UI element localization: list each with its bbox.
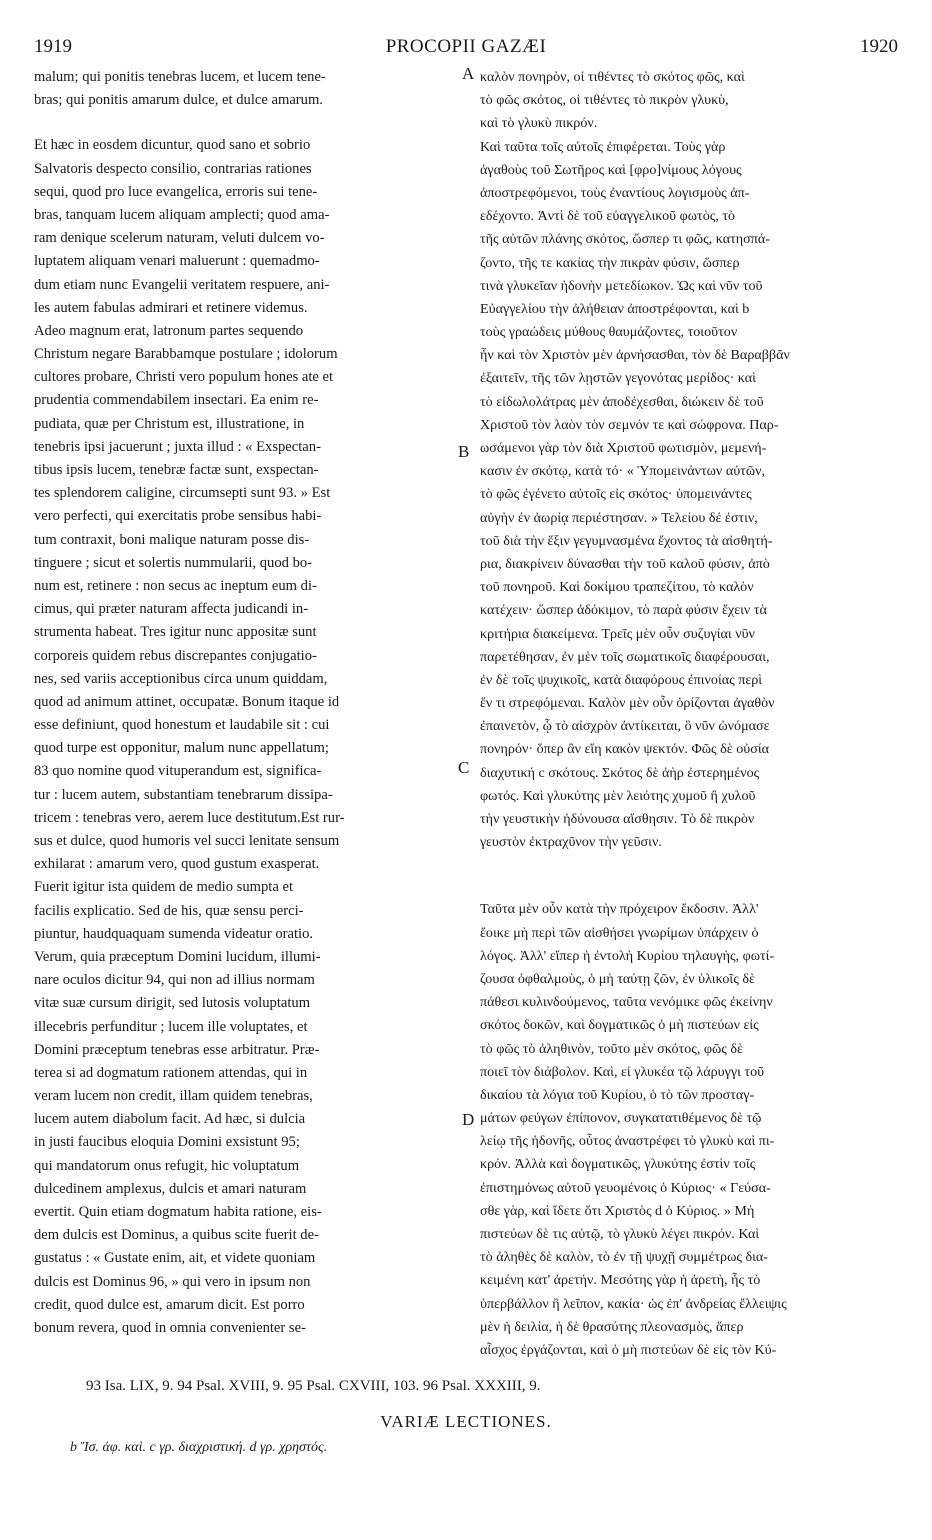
- page-number-left: 1919: [34, 36, 72, 57]
- greek-text-line: εδέχοντο. Ἀντὶ δὲ τοῦ εὐαγγελικοῦ φωτὸς, τὸ: [480, 208, 736, 225]
- latin-text-line: tenebris ipsi jacuerunt ; juxta illud : « Exspectan-: [34, 438, 321, 455]
- greek-text-line: σκότος δοκῶν, καὶ δογματικῶς ὁ μὴ πιστεύων εἰς: [480, 1017, 759, 1034]
- latin-text-line: piuntur, haudquaquam sumenda videatur oratio.: [34, 925, 314, 942]
- greek-text-line: τοὺς γραώδεις μύθους θαυμάζοντες, τοιοῦτον: [480, 324, 738, 341]
- greek-text-line: ἐπαινετὸν, ᾧ τὸ αἰσχρὸν ἀντίκειται, ὃ νῦν ὠνόμασε: [480, 718, 770, 735]
- latin-paragraph-1: [34, 66, 454, 112]
- greek-text-line: ζουσα ὀφθαλμοὺς, ὁ μὴ ταύτῃ ζῶν, ἐν ὑλικοῖς δὲ: [480, 970, 755, 987]
- latin-text-line: pudiata, quæ per Christum est, illustratione, in: [34, 415, 305, 432]
- greek-column: [480, 66, 892, 1362]
- latin-text-line: lucem autem diabolum facit. Ad hæc, si dulcia: [34, 1111, 306, 1128]
- greek-text-line: τοῦ πονηροῦ. Καὶ δοκίμου τραπεζίτου, τὸ καλὸν: [480, 579, 754, 596]
- latin-text-line: vitæ suæ cursum dirigit, sed lutosis voluptatum: [34, 995, 311, 1012]
- greek-text-line: ρια, διακρίνειν δύνασθαι τὴν τοῦ καλοῦ φύσιν, ἀπὸ: [480, 555, 770, 572]
- greek-text-line: τινὰ γλυκεῖαν ἡδονὴν μετεδίωκον. Ὡς καὶ νῦν τοῦ: [480, 277, 763, 294]
- latin-text-line: tricem : tenebras vero, aerem luce destitutum.Est rur-: [34, 809, 345, 826]
- greek-text-line: τῆς αὐτῶν πλάνης σκότος, ὥσπερ τι φῶς, κατησπά-: [480, 231, 770, 248]
- latin-text-line: ram denique scelerum naturam, veluti dulcem vo-: [34, 230, 325, 247]
- latin-text-line: cimus, qui præter naturam affecta judicandi in-: [34, 601, 309, 618]
- latin-text-line: Adeo magnum erat, latronum partes sequendo: [34, 322, 304, 339]
- variae-lectiones-notes: b Ἴσ. ἀφ. καὶ. c γρ. διαχριστική. d γρ. χρηστός.: [70, 1440, 328, 1455]
- greek-text-line: κειμένη κατ' ἀρετήν. Μεσότης γὰρ ἡ ἀρετὴ, ἧς τὸ: [480, 1272, 761, 1289]
- greek-text-line: τὸ εἰδωλολάτρας μὲν ἀποδέχεσθαι, διώκειν δὲ τοῦ: [480, 393, 764, 410]
- latin-text-line: prudentia commendabilem insectari. Ea enim re-: [34, 392, 319, 409]
- greek-text-line: τὴν γευστικὴν ἡδύνουσα αἴσθησιν. Τὸ δὲ πικρὸν: [480, 811, 755, 827]
- greek-text-line: τοῦ διὰ τὴν ἕξιν γεγυμνασμένα ἔχοντος τὰ αἰσθητή-: [480, 532, 773, 549]
- greek-text-line: πάθεσι κυλινδούμενος, ταῦτα νενόμικε φῶς ἐκείνην: [480, 994, 773, 1011]
- greek-text-line: Ταῦτα μὲν οὖν κατὰ τὴν πρόχειρον ἔκδοσιν. Ἀλλ': [480, 901, 759, 918]
- latin-text-line: exhilarat : amarum vero, quod gustum exasperat.: [34, 856, 320, 873]
- greek-text-line: τὸ φῶς τὸ ἀληθινὸν, τοῦτο μὲν σκότος, φῶς δὲ: [480, 1040, 743, 1057]
- greek-text-line: ποιεῖ τὸν διάβολον. Καὶ, εἰ γλυκέα τῷ λάρυγγι τοῦ: [480, 1063, 765, 1080]
- footnotes: 93 Isa. LIX, 9. 94 Psal. XVIII, 9. 95 Psal. CXVIII, 103. 96 Psal. XXXIII, 9.: [86, 1378, 541, 1394]
- latin-text-line: quod ad animum attinet, occupatæ. Bonum itaque id: [34, 693, 340, 710]
- latin-text-line: 83 quo nomine quod vituperandum est, significa-: [34, 763, 322, 780]
- greek-text-line: καλὸν πονηρὸν, οἱ τιθέντες τὸ σκότος φῶς, καὶ: [480, 69, 745, 85]
- margin-letter-d: D: [462, 1110, 475, 1129]
- latin-text-line: qui mandatorum onus refugit, hic voluptatum: [34, 1157, 300, 1174]
- greek-text-line: διαχυτική c σκότους. Σκότος δὲ ἀὴρ ἐστερημένος: [480, 764, 760, 781]
- latin-text-line: in justi faucibus eloquia Domini exsistunt 95;: [34, 1134, 300, 1151]
- greek-text-line: μάτων φεύγων ἐπίπονον, συγκατατιθέμενος δὲ τῷ: [480, 1110, 762, 1127]
- greek-text-line: ἐπιστημόνως αὐτοῦ γευομένοις ὁ Κύριος· « Γεύσα-: [480, 1179, 771, 1196]
- latin-text-line: dum etiam nunc Evangelii veritatem respuere, ani-: [34, 276, 330, 293]
- greek-text-line: τὸ ἀληθὲς δὲ καλὸν, τὸ ἐν τῇ ψυχῇ συμμέτρως δια-: [480, 1249, 768, 1266]
- variae-lectiones-heading: VARIÆ LECTIONES.: [380, 1412, 552, 1431]
- latin-text-line: nare oculos dicitur 94, qui non ad illius normam: [34, 972, 315, 989]
- latin-text-line: bras, tanquam lucem aliquam amplecti; quod ama-: [34, 206, 330, 223]
- greek-text-line: ἔοικε μὴ περὶ τῶν αἰσθήσει γνωρίμων ὑπάρχειν ὁ: [480, 924, 759, 941]
- greek-text-line: Χριστοῦ τὸν λαὸν τὸν σεμνόν τε καὶ σώφρονα. Παρ-: [480, 416, 779, 433]
- latin-text-line: strumenta habeat. Tres igitur nunc appositæ sunt: [34, 624, 317, 641]
- latin-text-line: Verum, quia præceptum Domini lucidum, illumi-: [34, 948, 321, 965]
- greek-text-line: ὑπερβάλλον ἢ λεῖπον, κακία· ὡς ἐπ' ἀνδρείας ἔλλειψις: [480, 1295, 787, 1312]
- latin-text-line: num est, retinere : non secus ac ineptum eum di-: [34, 577, 317, 594]
- latin-text-line: terea si ad dogmatum rationem attendas, qui in: [34, 1064, 308, 1081]
- latin-text-line: esse definiunt, quod honestum et laudabile sit : cui: [34, 717, 330, 734]
- margin-letter-b: B: [458, 442, 470, 461]
- latin-text-line: tur : lucem autem, substantiam tenebrarum dissipa-: [34, 786, 333, 803]
- latin-paragraph-3: [34, 876, 454, 1340]
- latin-text-line: illecebris perfunditur ; lucem ille voluptates, et: [34, 1018, 308, 1035]
- greek-text-line: πονηρόν· ὅπερ ἂν εἴη κακὸν ψεκτόν. Φῶς δὲ οὐσία: [480, 741, 770, 758]
- margin-letter-a: A: [462, 64, 475, 83]
- greek-text-line: ἐν δὲ τοῖς ψυχικοῖς, κατὰ διαφόρους ἐπινοίας περὶ: [480, 671, 763, 688]
- latin-text-line: dulcis est Dominus 96, » qui vero in ipsum non: [34, 1273, 311, 1290]
- latin-text-line: Et hæc in eosdem dicuntur, quod sano et sobrio: [34, 137, 311, 154]
- latin-text-line: gustatus : « Gustate enim, ait, et videte quoniam: [34, 1250, 316, 1267]
- latin-text-line: tes splendorem caligine, circumsepti sunt 93. » Est: [34, 485, 331, 502]
- latin-paragraph-2: [34, 134, 454, 876]
- latin-text-line: sequi, quod pro luce evangelica, erroris sui tene-: [34, 183, 318, 200]
- page-header: [34, 36, 898, 66]
- greek-text-line: ωσάμενοι γὰρ τὸν διὰ Χριστοῦ φωτισμὸν, μεμενή-: [480, 440, 767, 456]
- greek-paragraph-3: [480, 898, 892, 1362]
- margin-letter-c: C: [458, 758, 470, 777]
- greek-text-line: ἀποστρεφόμενοι, τοὺς ἐναντίους λογισμοὺς ἀπ-: [480, 184, 750, 201]
- greek-text-line: μὲν ἡ δειλία, ἡ δὲ θρασύτης πλεονασμὸς, ἅπερ: [480, 1318, 744, 1335]
- latin-text-line: nes, sed variis acceptionibus circa unum quiddam,: [34, 670, 328, 687]
- latin-text-line: sus et dulce, quod humoris vel succi lenitate sensum: [34, 833, 340, 849]
- greek-text-line: λείῳ τῆς ἡδονῆς, οὗτος ἀναστρέφει τὸ γλυκὺ καὶ πι-: [480, 1133, 775, 1150]
- latin-text-line: les autem fabulas admirari et retinere videmus.: [34, 299, 308, 316]
- latin-text-line: bras; qui ponitis amarum dulce, et dulce amarum.: [34, 92, 323, 109]
- greek-text-line: κατέχειν· ὥσπερ ἀδόκιμον, τὸ παρὰ φύσιν ἔχειν τὰ: [480, 602, 767, 619]
- greek-text-line: Εὐαγγελίου τὴν ἀλήθειαν ἀποστρέφονται, καὶ b: [480, 300, 750, 317]
- latin-text-line: quod turpe est opponitur, malum nunc appellatum;: [34, 740, 329, 757]
- latin-text-line: tinguere ; sicut et solertis nummularii, quod bo-: [34, 554, 313, 571]
- latin-text-line: dem dulcis est Dominus, a quibus scite fuerit de-: [34, 1227, 319, 1244]
- greek-text-line: ζοντο, τῆς τε κακίας τὴν πικρὰν φύσιν, ὥσπερ: [480, 254, 740, 271]
- latin-text-line: vero perfecti, qui exercitatis probe sensibus habi-: [34, 508, 322, 525]
- greek-text-line: τὸ φῶς ἐγένετο αὐτοῖς εἰς σκότος· ὑπομεινάντες: [480, 486, 752, 503]
- latin-text-line: malum; qui ponitis tenebras lucem, et lucem tene-: [34, 69, 326, 85]
- greek-text-line: ἀγαθοὺς τοῦ Σωτῆρος καὶ [φρο]νίμους λόγους: [480, 161, 742, 178]
- latin-text-line: Domini præceptum tenebras esse arbitratur. Præ-: [34, 1041, 320, 1058]
- greek-text-line: Καὶ ταῦτα τοῖς αὐτοῖς ἐπιφέρεται. Τοὺς γὰρ: [480, 138, 726, 155]
- latin-text-line: cultores probare, Christi vero populum hones ate et: [34, 369, 334, 386]
- latin-column: [34, 66, 454, 1340]
- greek-text-line: λόγος. Ἀλλ' εἴπερ ἡ ἐντολὴ Κυρίου τηλαυγὴς, φωτί-: [480, 947, 775, 964]
- latin-text-line: credit, quod dulce est, amarum dicit. Est porro: [34, 1296, 305, 1313]
- greek-text-line: καὶ τὸ γλυκὺ πικρόν.: [480, 115, 598, 132]
- latin-text-line: veram lucem non credit, illam quidem tenebras,: [34, 1088, 313, 1105]
- latin-text-line: Salvatoris despecto consilio, contrarias rationes: [34, 160, 312, 177]
- latin-text-line: tum contraxit, boni malique naturam posse dis-: [34, 531, 310, 548]
- greek-text-line: γευστὸν ἐκτραχῦνον τὴν γεῦσιν.: [480, 834, 662, 851]
- greek-text-line: ἕν τι στρεφόμεναι. Καλὸν μὲν οὖν ὁρίζονται ἀγαθὸν: [480, 695, 775, 712]
- latin-text-line: Fuerit igitur ista quidem de medio sumpta et: [34, 879, 293, 896]
- latin-text-line: corporeis quidem rebus discrepantes conjugatio-: [34, 647, 317, 664]
- greek-text-line: σθε γὰρ, καὶ ἴδετε ὅτι Χριστὸς d ὁ Κύριος. » Μὴ: [480, 1202, 755, 1219]
- greek-paragraph-2: [480, 136, 892, 855]
- greek-text-line: τὸ φῶς σκότος, οἱ τιθέντες τὸ πικρὸν γλυκὺ,: [480, 92, 729, 109]
- greek-text-line: πιστεύων δὲ τις αὐτῷ, τὸ γλυκὺ λέγει πικρόν. Καὶ: [480, 1226, 760, 1242]
- greek-text-line: αἶσχος ἐργάζονται, καὶ ὁ μὴ πιστεύων δὲ εἰς τὸν Κύ-: [480, 1341, 777, 1358]
- latin-text-line: bonum revera, quod in omnia convenienter se-: [34, 1319, 306, 1336]
- greek-paragraph-1: [480, 66, 892, 136]
- greek-text-line: κρόν. Ἀλλὰ καὶ δογματικῶς, γλυκύτης ἐστὶν τοῖς: [480, 1156, 756, 1173]
- page-number-right: 1920: [860, 36, 898, 57]
- greek-text-line: δικαίου τὰ λόγια τοῦ Κυρίου, ὁ τὸ τῶν προσταγ-: [480, 1086, 755, 1103]
- greek-text-line: ἐξαιτεῖν, τῆς τῶν λῃστῶν γεγονότας μερίδος· καὶ: [480, 370, 756, 387]
- latin-text-line: tibus ipsis lucem, tenebræ factæ sunt, exspectan-: [34, 462, 319, 478]
- latin-text-line: luptatem aliquam venari maluerunt : quemadmo-: [34, 253, 320, 270]
- greek-text-line: παρετέθησαν, ἐν μὲν τοῖς σωματικοῖς διαφέρουσαι,: [480, 648, 770, 665]
- latin-text-line: Christum negare Barabbamque postulare ; idolorum: [34, 346, 338, 363]
- latin-text-line: facilis explicatio. Sed de his, quæ sensu perci-: [34, 902, 304, 919]
- greek-text-line: κριτήρια διακείμενα. Τρεῖς μὲν οὖν συζυγίαι νῦν: [480, 625, 755, 642]
- running-title: PROCOPII GAZÆI: [385, 36, 547, 57]
- greek-text-line: κασιν ἐν σκότῳ, κατὰ τό· « Ὑπομεινάντων αὐτῶν,: [480, 463, 766, 480]
- greek-text-line: φωτός. Καὶ γλυκύτης μὲν λειότης χυμοῦ ἢ χυλοῦ: [480, 787, 756, 804]
- greek-text-line: ἦν καὶ τὸν Χριστὸν μὲν ἀρνήσασθαι, τὸν δὲ Βαραββᾶν: [480, 347, 790, 364]
- greek-text-line: αὐγὴν ἐν ἀωρίᾳ περιέστησαν. » Τελείου δέ ἐστιν,: [480, 509, 758, 526]
- latin-text-line: dulcedinem amplexus, dulcis et amari naturam: [34, 1180, 307, 1197]
- latin-text-line: evertit. Quin etiam dogmatum habita ratione, eis-: [34, 1204, 322, 1220]
